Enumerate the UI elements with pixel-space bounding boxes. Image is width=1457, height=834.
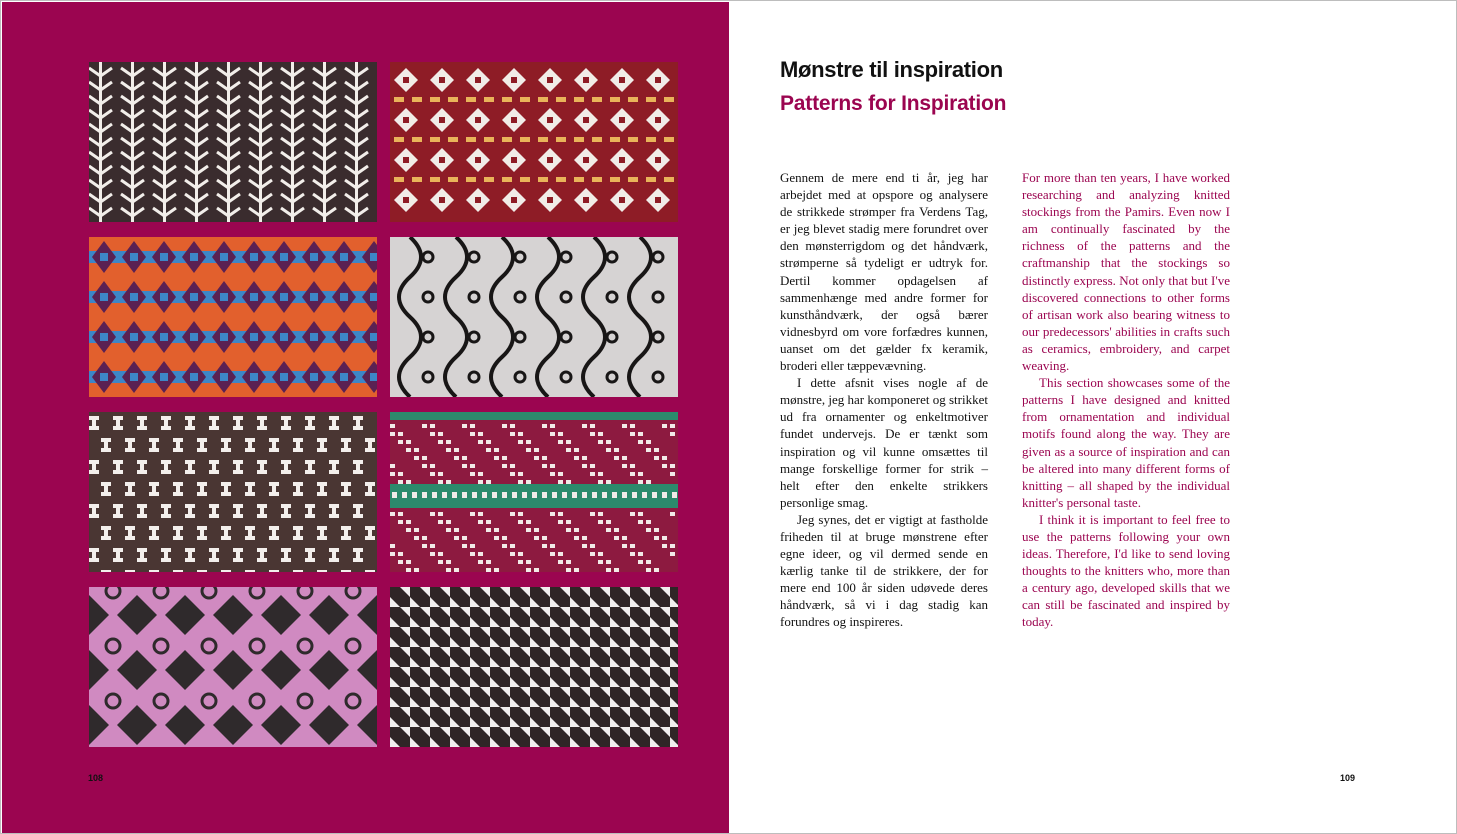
- english-paragraph: This section showcases some of the patterns I have designed and knitted from ornamentation and individual motifs found along the way. They are given as a source of inspiration and can be altered into many different forms of knitting – all shaped by the individual knitter's personal taste.: [1022, 375, 1230, 510]
- chevron-pattern-photo: [89, 62, 377, 222]
- danish-paragraph: I dette afsnit vises nogle af de mønstre, jeg har komponeret og strikket ud fra ornamenter og enkeltmotiver fundet undervejs. De er tænkt som inspiration og vil kunne omsættes til mange forskellige former for strik – helt efter den enkelte strikkers personlige smag.: [780, 375, 988, 510]
- english-text-column: [1022, 169, 1230, 631]
- black-white-houndstooth-photo-artwork: [390, 587, 678, 747]
- danish-paragraph: Jeg synes, det er vigtigt at fastholde friheden til at bruge mønstrene efter egne ideer, og vil dermed sende en kærlig tanke til de strikkere, der for mere end 100 år siden udøvede deres håndværk, så vi i dag stadig kan forundres og inspireres.: [780, 511, 988, 630]
- page-number-right: 109: [1340, 773, 1356, 783]
- danish-text-column: [780, 169, 988, 631]
- orange-blue-pattern-photo-artwork: [89, 237, 377, 397]
- red-star-pattern-photo: [390, 62, 678, 222]
- pink-black-pattern-photo: [89, 587, 377, 747]
- black-white-houndstooth-photo: [390, 587, 678, 747]
- magenta-green-pattern-photo-artwork: [390, 412, 678, 572]
- right-page: [730, 2, 1456, 833]
- heading-english: Patterns for Inspiration: [780, 92, 1007, 115]
- red-star-pattern-photo-artwork: [390, 62, 678, 222]
- danish-paragraph: Gennem de mere end ti år, jeg har arbejdet med at opspore og analysere de strikkede strømper fra Verdens Tag, er jeg blevet stadig mere forundret over den mønsterrigdom og det håndværk, strømperne så tydeligt er udtryk for. Dertil kommer opdagelsen af sammenhænge med andre former for kunsthåndværk, der også bærer vidnesbyrd om vore forfædres kunnen, uanset om det gælder fx keramik, broderi eller tæppevævning.: [780, 170, 988, 374]
- page-number-left: 108: [88, 773, 104, 783]
- chevron-pattern-photo-artwork: [89, 62, 377, 222]
- brown-white-pattern-photo-artwork: [89, 412, 377, 572]
- black-white-scroll-pattern-photo-artwork: [390, 237, 678, 397]
- heading-danish: Mønstre til inspiration: [780, 57, 1003, 82]
- magenta-green-pattern-photo: [390, 412, 678, 572]
- left-page: [2, 2, 729, 833]
- pink-black-pattern-photo-artwork: [89, 587, 377, 747]
- orange-blue-pattern-photo: [89, 237, 377, 397]
- black-white-scroll-pattern-photo: [390, 237, 678, 397]
- english-paragraph: I think it is important to feel free to use the patterns following your own ideas. Therefore, I'd like to send loving thoughts to the knitters who, more than a century ago, developed skills that we can still be fascinated and inspired by today.: [1022, 511, 1230, 630]
- english-paragraph: For more than ten years, I have worked researching and analyzing knitted stockings from the Pamirs. Even now I am continually fascinated by the richness of the patterns and the craftmanship that the stockings so distinctly express. Not only that but I've discovered connections to other forms of artisan work also bearing witness to our predecessors' abilities in crafts such as ceramics, embroidery, and carpet weaving.: [1022, 170, 1230, 374]
- brown-white-pattern-photo: [89, 412, 377, 572]
